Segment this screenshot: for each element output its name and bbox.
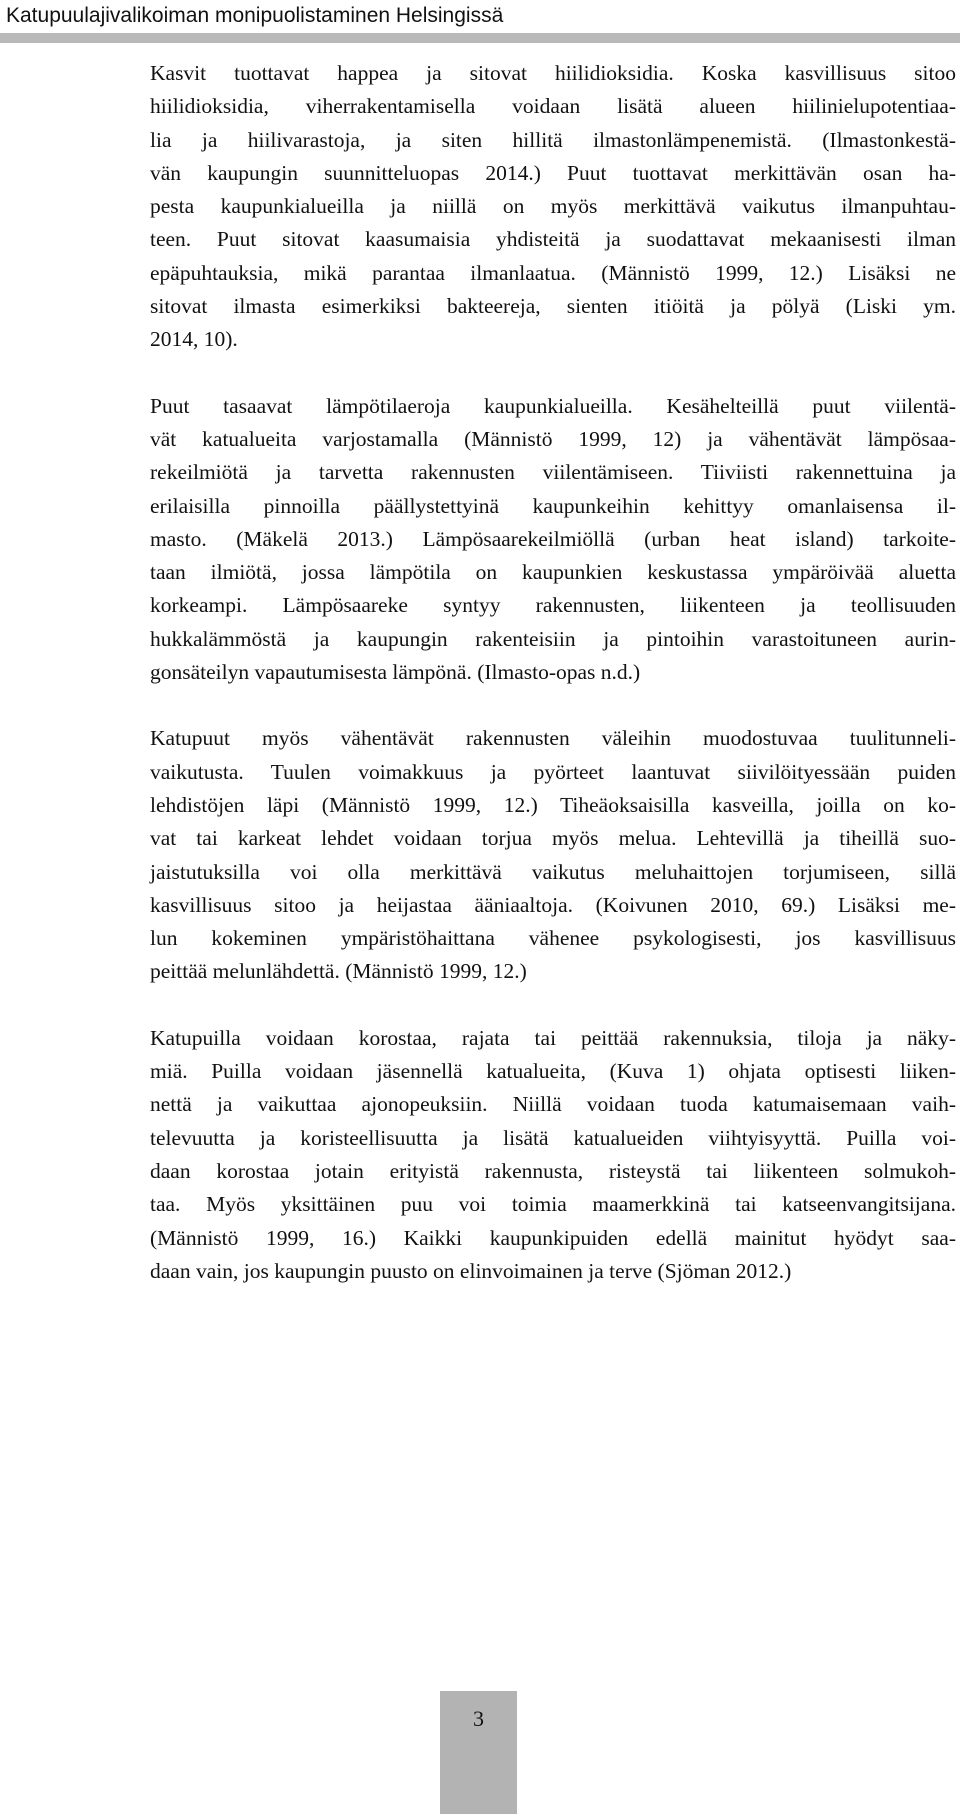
text-line: vän kaupungin suunnitteluopas 2014.) Puut tuottavat merkittävän osan ha- (150, 160, 956, 185)
text-line: pesta kaupunkialueilla ja niillä on myös merkittävä vaikutus ilmanpuhtau- (150, 194, 956, 219)
text-line: lun kokeminen ympäristöhaittana vähenee psykologisesti, jos kasvillisuus (150, 926, 956, 951)
paragraph (150, 57, 956, 357)
text-line: peittää melunlähdettä. (Männistö 1999, 12.) (150, 959, 527, 984)
document-title: Katupuulajivalikoiman monipuolistaminen Helsingissä (6, 4, 504, 27)
text-line: rekeilmiötä ja tarvetta rakennusten viilentämiseen. Tiiviisti rakennettuina ja (150, 460, 956, 485)
text-line: Katupuut myös vähentävät rakennusten väleihin muodostuvaa tuulitunneli- (150, 726, 956, 751)
text-line: lia ja hiilivarastoja, ja siten hillitä ilmastonlämpenemistä. (Ilmastonkestä- (150, 127, 956, 152)
text-line: korkeampi. Lämpösaareke syntyy rakennusten, liikenteen ja teollisuuden (150, 593, 956, 618)
text-line: lehdistöjen läpi (Männistö 1999, 12.) Tiheäoksaisilla kasveilla, joilla on ko- (150, 792, 956, 817)
text-line: vat tai karkeat lehdet voidaan torjua myös melua. Lehtevillä ja tiheillä suo- (150, 826, 956, 851)
text-line: daan korostaa jotain erityistä rakennusta, risteystä tai liikenteen solmukoh- (150, 1158, 956, 1183)
text-line: hiilidioksidia, viherrakentamisella voidaan lisätä alueen hiilinielupotentiaa- (150, 94, 956, 119)
text-line: epäpuhtauksia, mikä parantaa ilmanlaatua. (Männistö 1999, 12.) Lisäksi ne (150, 260, 956, 285)
text-line: taa. Myös yksittäinen puu voi toimia maamerkkinä tai katseenvangitsijana. (150, 1192, 956, 1217)
text-line: masto. (Mäkelä 2013.) Lämpösaarekeilmiöllä (urban heat island) tarkoite- (150, 526, 956, 551)
text-line: jaistutuksilla voi olla merkittävä vaikutus meluhaittojen torjumiseen, sillä (150, 859, 956, 884)
paragraph (150, 1022, 956, 1288)
paragraph (150, 390, 956, 690)
text-line: televuutta ja koristeellisuutta ja lisätä katualueiden viihtyisyyttä. Puilla voi- (150, 1125, 956, 1150)
paragraph (150, 722, 956, 988)
text-line: kasvillisuus sitoo ja heijastaa ääniaaltoja. (Koivunen 2010, 69.) Lisäksi me- (150, 892, 956, 917)
text-line: Katupuilla voidaan korostaa, rajata tai peittää rakennuksia, tiloja ja näky- (150, 1025, 956, 1050)
text-line: miä. Puilla voidaan jäsennellä katualueita, (Kuva 1) ohjata optisesti liiken- (150, 1059, 956, 1084)
running-header (0, 0, 960, 44)
body-text (150, 57, 956, 1321)
text-line: (Männistö 1999, 16.) Kaikki kaupunkipuiden edellä mainitut hyödyt saa- (150, 1225, 956, 1250)
text-line: taan ilmiötä, jossa lämpötila on kaupunkien keskustassa ympäröivää aluetta (150, 560, 956, 585)
text-line: sitovat ilmasta esimerkiksi bakteereja, sienten itiöitä ja pölyä (Liski ym. (150, 294, 956, 319)
text-line: erilaisilla pinnoilla päällystettyinä kaupunkeihin kehittyy omanlaisensa il- (150, 493, 956, 518)
text-line: teen. Puut sitovat kaasumaisia yhdisteitä ja suodattavat mekaanisesti ilman (150, 227, 956, 252)
text-line: vaikutusta. Tuulen voimakkuus ja pyörteet laantuvat siivilöityessään puiden (150, 759, 956, 784)
text-line: daan vain, jos kaupungin puusto on elinvoimainen ja terve (Sjöman 2012.) (150, 1258, 792, 1283)
text-line: 2014, 10). (150, 327, 238, 352)
text-line: gonsäteilyn vapautumisesta lämpönä. (Ilmasto-opas n.d.) (150, 660, 641, 685)
text-line: Puut tasaavat lämpötilaeroja kaupunkialueilla. Kesähelteillä puut viilentä- (150, 393, 956, 418)
page-number: 3 (473, 1706, 484, 1731)
header-rule (0, 33, 960, 43)
text-line: nettä ja vaikuttaa ajonopeuksiin. Niillä voidaan tuoda katumaisemaan vaih- (150, 1092, 956, 1117)
text-line: vät katualueita varjostamalla (Männistö 1999, 12) ja vähentävät lämpösaa- (150, 426, 956, 451)
text-line: hukkalämmöstä ja kaupungin rakenteisiin ja pintoihin varastoituneen aurin- (150, 626, 956, 651)
text-line: Kasvit tuottavat happea ja sitovat hiilidioksidia. Koska kasvillisuus sitoo (150, 61, 956, 85)
page-number-box (440, 1691, 517, 1814)
